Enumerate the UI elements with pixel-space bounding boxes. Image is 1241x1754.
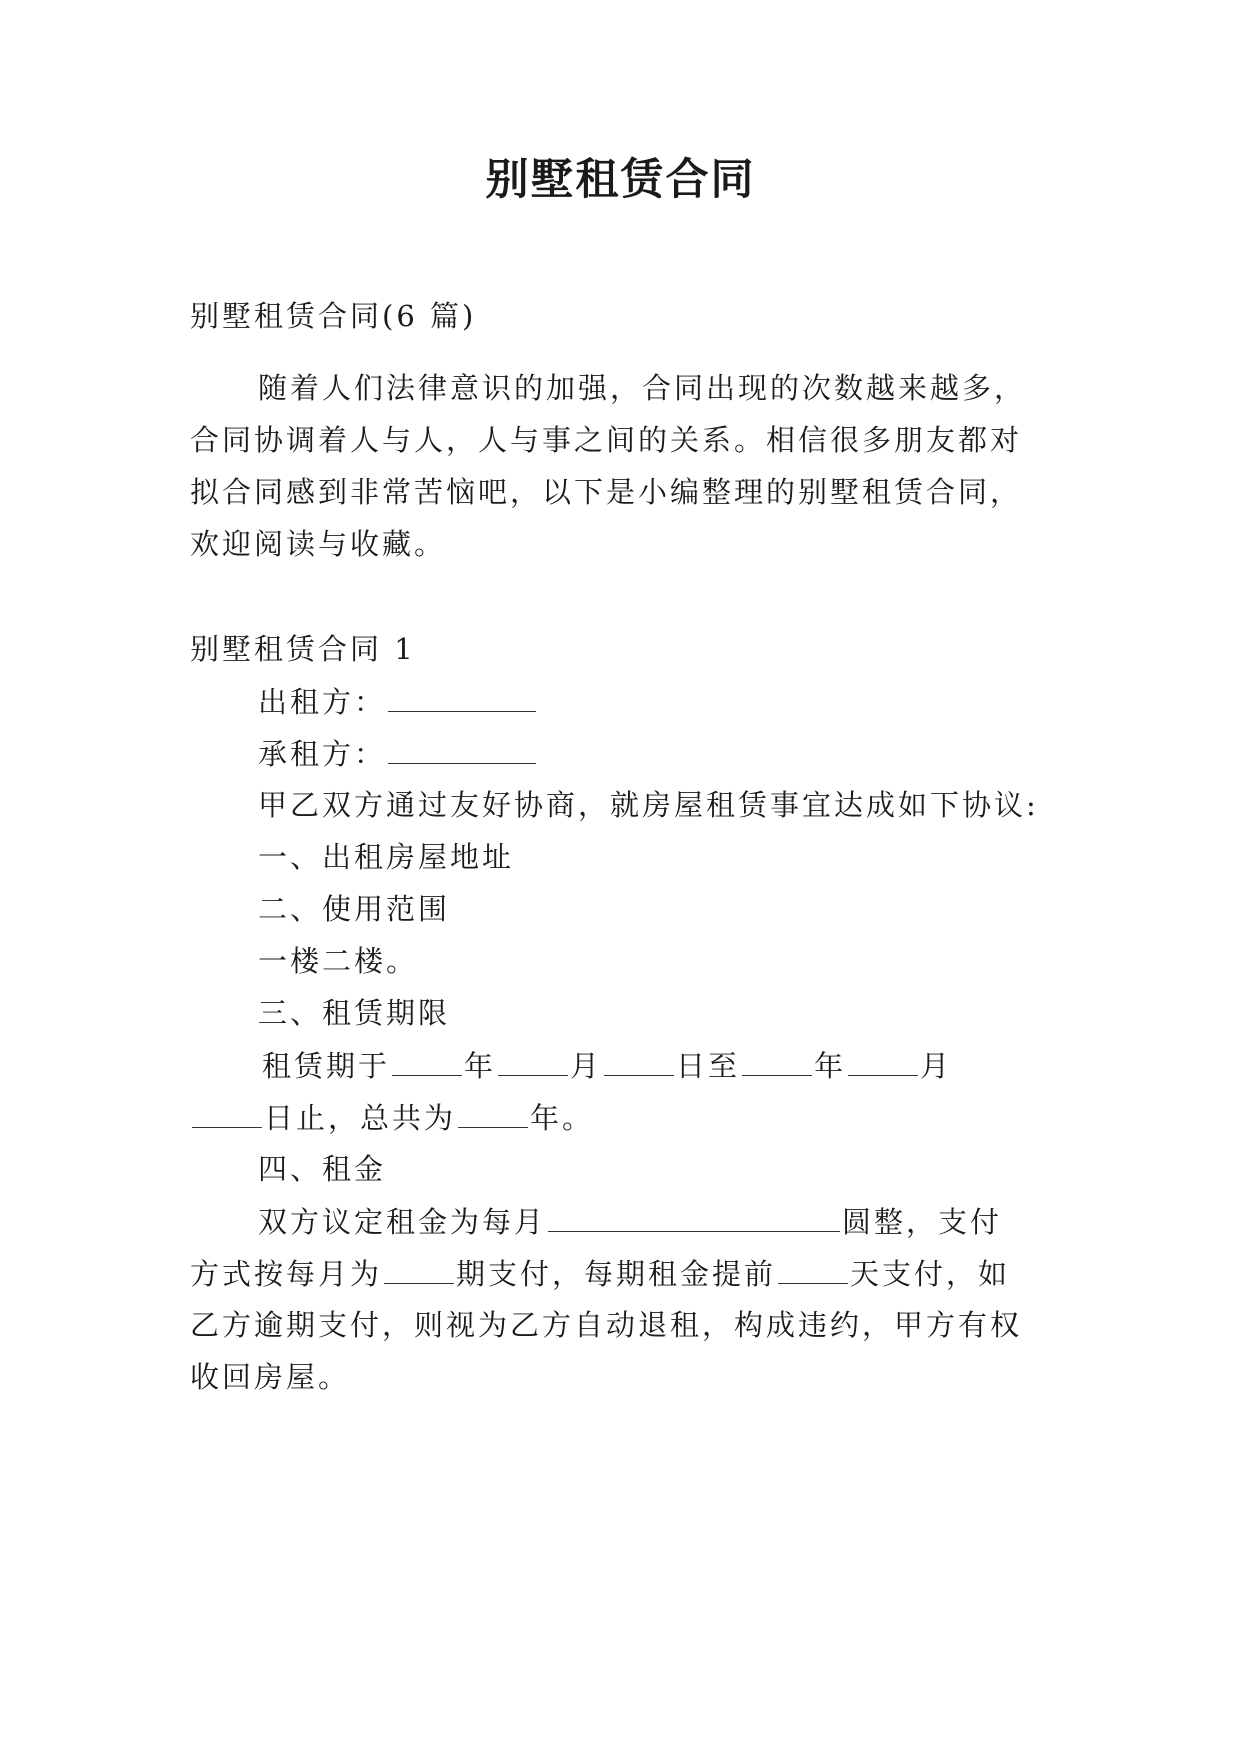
term-year-label: 年 [464,1049,497,1083]
blank [192,1097,262,1128]
document-title: 别墅租赁合同 [485,155,756,205]
blank [498,1045,568,1076]
rent-line-3: 乙方逾期支付，则视为乙方自动退租，构成违约，甲方有权 [190,1308,1023,1342]
lessee-label: 承租方： [258,737,387,771]
blank [384,1253,454,1284]
term-day-to-label: 日至 [676,1049,741,1083]
document-subtitle: 别墅租赁合同(6 篇) [190,299,477,333]
lessee-line [258,733,538,774]
clause-3-heading: 三、租赁期限 [258,996,451,1030]
lessor-blank [388,681,536,712]
clause-4-heading: 四、租金 [258,1152,387,1186]
blank [778,1253,848,1284]
term-line-1 [262,1045,952,1086]
lessor-line [258,681,538,722]
term-line-2 [190,1097,594,1138]
term-month-label: 月 [920,1049,953,1083]
blank [848,1045,918,1076]
blank [742,1045,812,1076]
term-start-label: 租赁期于 [262,1049,391,1083]
agreement-intro: 甲乙双方通过友好协商，就房屋租赁事宜达成如下协议: [258,788,1039,822]
clause-2-heading: 二、使用范围 [258,892,451,926]
intro-line-3: 拟合同感到非常苦恼吧，以下是小编整理的别墅租赁合同， [190,475,1023,509]
clause-1-heading: 一、出租房屋地址 [258,840,515,874]
term-month-label: 月 [570,1049,603,1083]
lessee-blank [388,733,536,764]
rent-unit-label: 圆整，支付 [842,1205,1003,1239]
intro-line-2: 合同协调着人与人，人与事之间的关系。相信很多朋友都对 [190,423,1023,457]
rent-payment-label: 方式按每月为 [190,1257,383,1291]
lessor-label: 出租方： [258,685,387,719]
term-years-label: 年。 [530,1101,595,1135]
term-year-label: 年 [814,1049,847,1083]
blank [604,1045,674,1076]
intro-line-1: 随着人们法律意识的加强，合同出现的次数越来越多， [258,371,1027,405]
intro-line-4: 欢迎阅读与收藏。 [190,527,447,561]
clause-2-body: 一楼二楼。 [258,944,419,978]
rent-advance-label: 期支付，每期租金提前 [456,1257,777,1291]
rent-line-4: 收回房屋。 [190,1360,351,1394]
rent-amount-label: 双方议定租金为每月 [258,1205,547,1239]
blank [392,1045,462,1076]
section-heading: 别墅租赁合同 1 [190,632,416,666]
blank [458,1097,528,1128]
term-end-label: 日止，总共为 [264,1101,457,1135]
blank [548,1201,840,1232]
rent-days-label: 天支付，如 [850,1257,1011,1291]
rent-line-2 [190,1253,1010,1294]
rent-line-1 [258,1201,1002,1242]
